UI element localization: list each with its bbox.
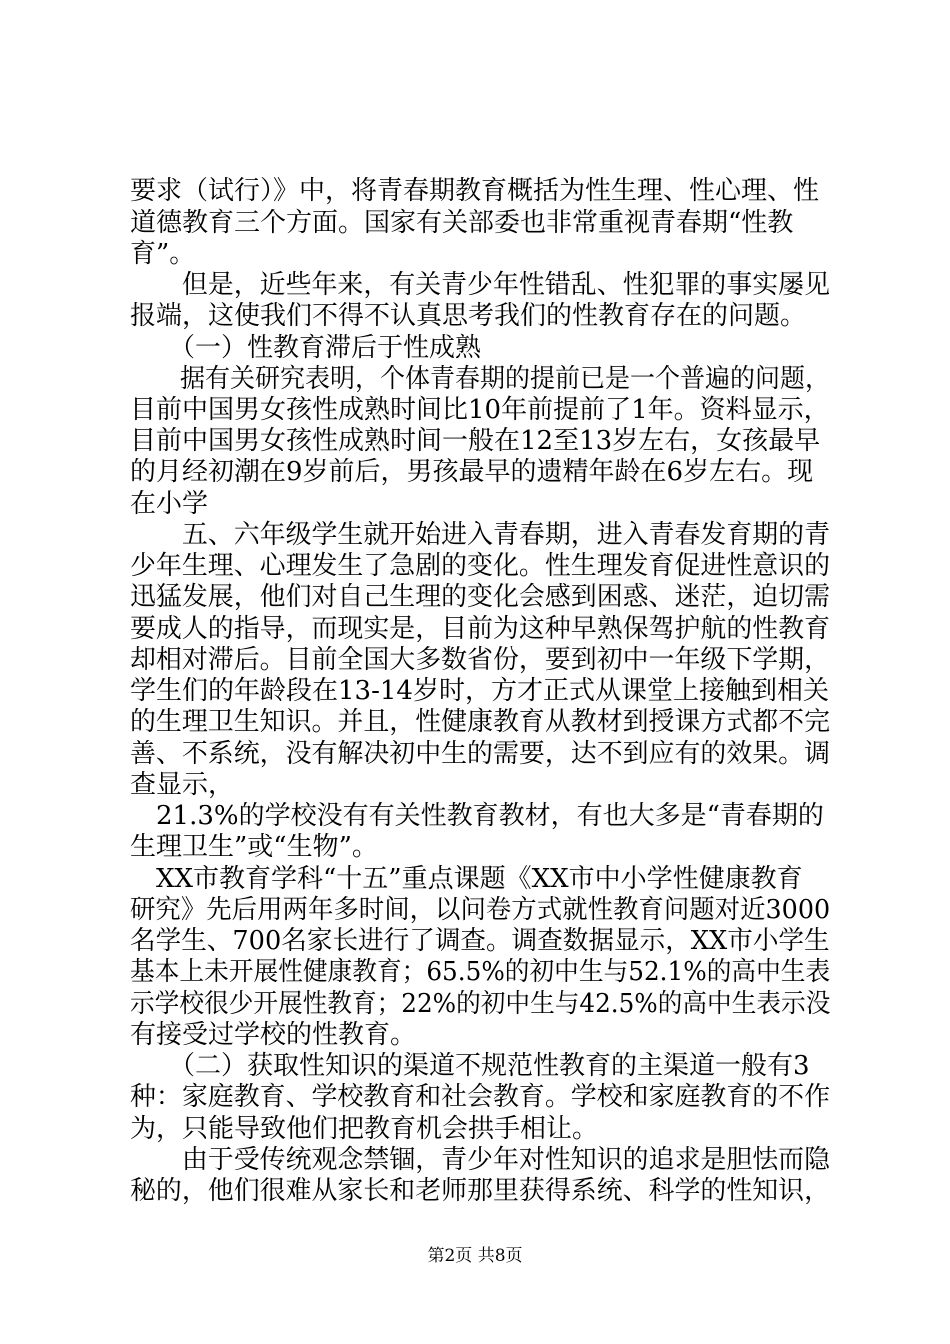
body-text-line: 道德教育三个方面。国家有关部委也非常重视青春期“性教 (130, 208, 794, 238)
section-heading: （一）性教育滞后于性成熟 (130, 333, 482, 363)
body-text-line: 育”。 (130, 239, 196, 269)
body-text-line: 由于受传统观念禁锢，青少年对性知识的追求是胆怯而隐 (130, 1145, 831, 1175)
body-text-line: 研究》先后用两年多时间，以问卷方式就性教育问题对近3000 (130, 895, 831, 925)
body-text-line: 有接受过学校的性教育。 (130, 1020, 417, 1050)
body-text-line: 在小学 (130, 489, 209, 519)
body-text-line: 却相对滞后。目前全国大多数省份，要到初中一年级下学期， (130, 645, 831, 675)
body-text-line: 目前中国男女孩性成熟时间一般在12至13岁左右，女孩最早 (130, 426, 821, 456)
body-text-line: 迅猛发展，他们对自己生理的变化会感到困惑、迷茫，迫切需 (130, 582, 831, 612)
body-text-line: 基本上未开展性健康教育；65.5%的初中生与52.1%的高中生表 (130, 957, 831, 987)
body-text-line: 善、不系统，没有解决初中生的需要，达不到应有的效果。调 (130, 739, 831, 769)
body-text-line: 查显示， (130, 770, 235, 800)
body-text-line: XX市教育学科“十五”重点课题《XX市中小学性健康教育 (130, 864, 803, 894)
body-text-line: 五、六年级学生就开始进入青春期，进入青春发育期的青 (130, 520, 831, 550)
body-text-line: 为，只能导致他们把教育机会拱手相让。 (130, 1114, 599, 1144)
body-text-line: 种：家庭教育、学校教育和社会教育。学校和家庭教育的不作 (130, 1082, 831, 1112)
body-text-line: 少年生理、心理发生了急剧的变化。性生理发育促进性意识的 (130, 551, 831, 581)
body-text-line: 名学生、700名家长进行了调查。调查数据显示，XX市小学生 (130, 926, 830, 956)
body-text-line: 但是，近些年来，有关青少年性错乱、性犯罪的事实屡见 (130, 270, 831, 300)
body-text-line: 的生理卫生知识。并且，性健康教育从教材到授课方式都不完 (130, 707, 831, 737)
body-text-line: 据有关研究表明，个体青春期的提前已是一个普遍的问题， (130, 364, 830, 394)
body-text-line: 要成人的指导，而现实是，目前为这种早熟保驾护航的性教育 (130, 614, 831, 644)
body-text-line: 学生们的年龄段在13-14岁时，方才正式从课堂上接触到相关 (130, 676, 829, 706)
body-text-line: 生理卫生”或“生物”。 (130, 832, 378, 862)
section-heading: （二）获取性知识的渠道不规范性教育的主渠道一般有3 (130, 1051, 810, 1081)
body-text-line: 21.3%的学校没有有关性教育教材，有也大多是“青春期的 (130, 801, 824, 831)
body-text-line: 目前中国男女孩性成熟时间比10年前提前了1年。资料显示， (130, 395, 830, 425)
page-footer: 第2页 共8页 (427, 1246, 523, 1266)
body-text-line: 要求（试行）》中，将青春期教育概括为性生理、性心理、性 (130, 176, 820, 206)
body-text-line: 的月经初潮在9岁前后，男孩最早的遗精年龄在6岁左右。现 (130, 457, 814, 487)
body-text-line: 秘的，他们很难从家长和老师那里获得系统、科学的性知识， (130, 1176, 831, 1206)
body-text-line: 报端，这使我们不得不认真思考我们的性教育存在的问题。 (130, 301, 807, 331)
body-text-line: 示学校很少开展性教育；22%的初中生与42.5%的高中生表示没 (130, 989, 831, 1019)
